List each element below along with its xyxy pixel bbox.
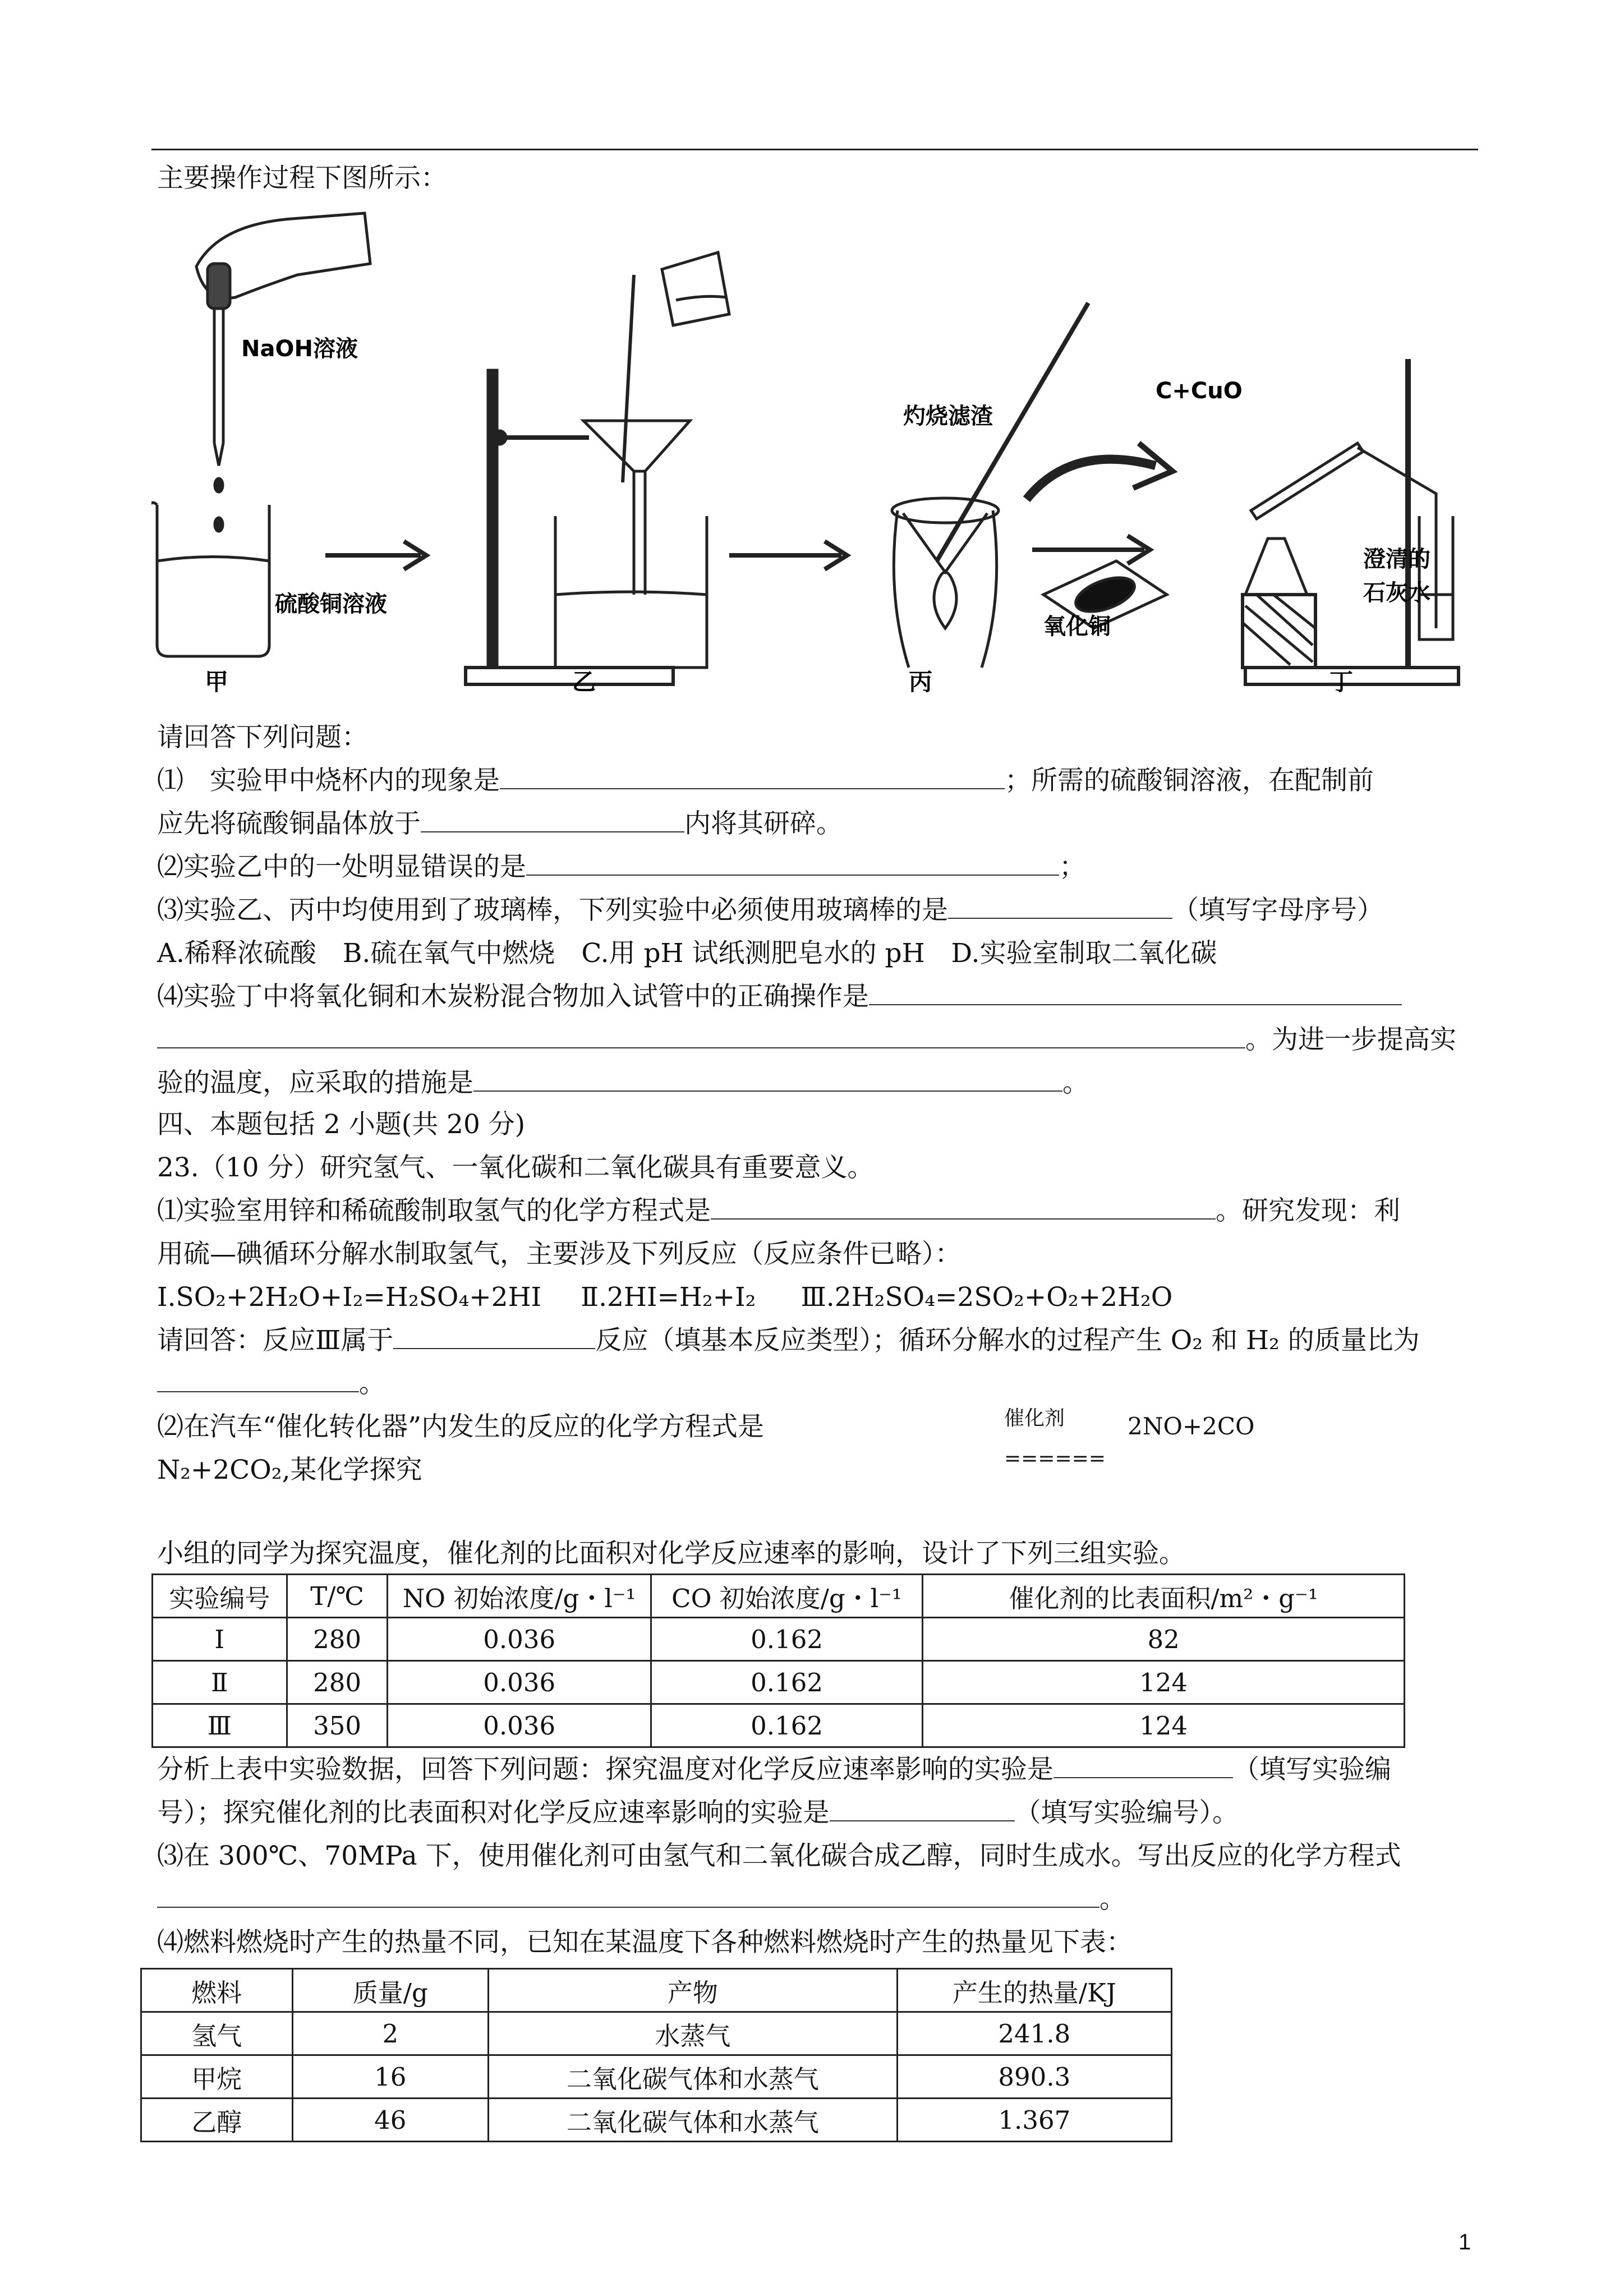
questions-head: 请回答下列问题： — [157, 722, 368, 753]
table-cell: 0.162 — [651, 1618, 922, 1661]
iron-stand-icon — [488, 370, 497, 668]
table-cell: 16 — [292, 2055, 488, 2099]
table-cell: 280 — [287, 1618, 388, 1661]
table-cell: 二氧化碳气体和水蒸气 — [489, 2099, 898, 2142]
page-number: 1 — [1459, 2230, 1471, 2254]
table-row — [141, 2099, 1172, 2142]
table-header-cell: NO 初始浓度/g・l⁻¹ — [388, 1575, 651, 1618]
answer-blank[interactable] — [473, 1068, 1062, 1092]
answer-blank[interactable] — [830, 1798, 1015, 1821]
question-1a — [157, 764, 1478, 798]
pouring-beaker-icon — [662, 252, 729, 325]
label-naoh: NaOH溶液 — [241, 336, 358, 362]
answer-blank[interactable] — [157, 1025, 1245, 1048]
q23-part2b: N₂+2CO₂,某化学探究 — [157, 1455, 422, 1485]
question-4a — [157, 980, 1478, 1014]
table-cell: 82 — [923, 1618, 1405, 1661]
table-cell: 甲烷 — [141, 2055, 293, 2099]
experiment-table — [151, 1573, 1405, 1748]
q4d-text: 。 — [1062, 1068, 1089, 1098]
table-cell: Ⅱ — [153, 1661, 287, 1704]
dropper-bulb-icon — [208, 264, 230, 309]
table-cell: 241.8 — [897, 2012, 1171, 2055]
caption-bing: 丙 — [909, 668, 933, 696]
q2a-text: ⑵实验乙中的一处明显错误的是 — [157, 852, 526, 882]
table-row — [141, 2055, 1172, 2099]
q23-part1d — [157, 1367, 1478, 1401]
table-header-cell: 催化剂的比表面积/m²・g⁻¹ — [923, 1575, 1405, 1618]
eq-equals: ====== — [1004, 1447, 1106, 1470]
q23-title: 23.（10 分）研究氢气、一氧化碳和二氧化碳具有重要意义。 — [157, 1152, 874, 1183]
table-header-cell: 实验编号 — [153, 1575, 287, 1618]
q1a-text: ⑴ 实验甲中烧杯内的现象是 — [157, 765, 500, 796]
label-limewater-1: 澄清的 — [1363, 546, 1430, 572]
table-cell: 乙醇 — [141, 2099, 293, 2142]
question-2 — [157, 850, 1478, 884]
answer-blank[interactable] — [711, 1196, 1216, 1220]
q23-part2e — [157, 1796, 1478, 1830]
section-heading: 四、本题包括 2 小题(共 20 分) — [157, 1109, 526, 1140]
intro-text: 主要操作过程下图所示： — [157, 163, 447, 194]
q23-part2a: ⑵在汽车“催化转化器”内发生的反应的化学方程式是 — [157, 1411, 765, 1442]
p1a-text: ⑴实验室用锌和稀硫酸制取氢气的化学方程式是 — [157, 1195, 711, 1226]
q23-part4: ⑷燃料燃烧时产生的热量不同，已知在某温度下各种燃料燃烧时产生的热量见下表： — [157, 1927, 1133, 1958]
table-row — [153, 1704, 1405, 1747]
tripod-icon — [894, 510, 996, 668]
answer-blank[interactable] — [526, 852, 1059, 876]
q23-part2d — [157, 1753, 1478, 1787]
q23-part1a — [157, 1194, 1478, 1228]
label-ccuo: C+CuO — [1156, 378, 1243, 404]
table-header-row — [153, 1575, 1405, 1618]
table-header-cell: 燃料 — [141, 1969, 293, 2012]
caption-ding: 丁 — [1329, 668, 1354, 696]
table-cell: 0.162 — [651, 1661, 922, 1704]
caption-yi: 乙 — [572, 668, 596, 696]
table-header-cell: 产物 — [489, 1969, 898, 2012]
header-rule — [151, 149, 1478, 150]
reaction-1: Ⅰ.SO₂+2H₂O+I₂=H₂SO₄+2HI — [157, 1282, 542, 1313]
table-cell: 二氧化碳气体和水蒸气 — [489, 2055, 898, 2099]
alcohol-lamp-icon — [1245, 539, 1307, 595]
table-cell: 350 — [287, 1704, 388, 1747]
apparatus-figure — [151, 202, 1478, 696]
answer-blank[interactable] — [421, 809, 684, 832]
q23-part3a: ⑶在 300℃、70MPa 下，使用催化剂可由氢气和二氧化碳合成乙醇，同时生成水。写出反应的化学方程式 — [157, 1841, 1401, 1871]
p1b-text: 。研究发现：利 — [1216, 1195, 1400, 1226]
answer-blank[interactable] — [157, 1369, 359, 1392]
caption-jia: 甲 — [205, 668, 229, 696]
table-cell: 124 — [923, 1704, 1405, 1747]
p3b-text: 。 — [1099, 1884, 1126, 1915]
table-cell: 0.036 — [388, 1618, 651, 1661]
beaker-icon — [157, 505, 269, 656]
q1d-text: 内将其研碎。 — [684, 808, 843, 839]
question-4b — [157, 1023, 1478, 1057]
q3a-text: ⑶实验乙、丙中均使用到了玻璃棒，下列实验中必须使用玻璃棒的是 — [157, 895, 948, 926]
q4a-text: ⑷实验丁中将氧化铜和木炭粉混合物加入试管中的正确操作是 — [157, 981, 869, 1012]
label-cuo: 氧化铜 — [1043, 614, 1111, 639]
fuel-table — [140, 1968, 1172, 2142]
table-cell: 氢气 — [141, 2012, 293, 2055]
q4b-text: 。为进一步提高实 — [1245, 1024, 1456, 1055]
flame-icon — [934, 572, 956, 628]
q4c-text: 验的温度，应采取的措施是 — [157, 1068, 473, 1098]
table-header-cell: CO 初始浓度/g・l⁻¹ — [651, 1575, 922, 1618]
table-cell: 124 — [923, 1661, 1405, 1704]
p2g-text: （填写实验编号）。 — [1014, 1797, 1239, 1828]
table-cell: 890.3 — [897, 2055, 1171, 2099]
p2d-text: 分析上表中实验数据，回答下列问题：探究温度对化学反应速率影响的实验是 — [157, 1754, 1053, 1785]
answer-blank[interactable] — [869, 982, 1402, 1005]
q23-part1c — [157, 1324, 1478, 1358]
p2f-text: 号）；探究催化剂的比表面积对化学反应速率影响的实验是 — [157, 1797, 830, 1828]
eq-reactants: 2NO+2CO — [1128, 1412, 1255, 1440]
reaction-3: Ⅲ.2H₂SO₄=2SO₂+O₂+2H₂O — [801, 1282, 1173, 1313]
table-header-cell: 产生的热量/KJ — [897, 1969, 1171, 2012]
label-cuso4: 硫酸铜溶液 — [275, 591, 387, 617]
reactions-line — [157, 1281, 1478, 1314]
q3b-text: （填写字母序号） — [1172, 895, 1383, 926]
table-cell: 水蒸气 — [489, 2012, 898, 2055]
q1c-text: 应先将硫酸铜晶体放于 — [157, 808, 421, 839]
question-4c — [157, 1066, 1478, 1100]
table-row — [153, 1661, 1405, 1704]
table-header-cell: 质量/g — [292, 1969, 488, 2012]
question-3-options: A.稀释浓硫酸 B.硫在氧气中燃烧 C.用 pH 试纸测肥皂水的 pH D.实验室制取二氧化碳 — [157, 938, 1217, 969]
answer-blank[interactable] — [500, 766, 1005, 789]
table-header-cell: T/℃ — [287, 1575, 388, 1618]
q23-part1b: 用硫—碘循环分解水制取氢气，主要涉及下列反应（反应条件已略）： — [157, 1239, 961, 1269]
answer-blank[interactable] — [948, 895, 1172, 919]
table-cell: Ⅲ — [153, 1704, 287, 1747]
q23-part3b — [157, 1883, 1478, 1916]
test-tube-icon — [1251, 443, 1363, 519]
table-cell: 0.036 — [388, 1661, 651, 1704]
table-cell: 0.162 — [651, 1704, 922, 1747]
catalyst-label: 催化剂 — [1004, 1407, 1065, 1430]
p1d-text: 请回答：反应Ⅲ属于 — [157, 1325, 394, 1356]
q2b-text: ； — [1059, 852, 1085, 882]
table-cell: Ⅰ — [153, 1618, 287, 1661]
question-1b — [157, 807, 1478, 841]
table-row — [141, 2012, 1172, 2055]
table-cell: 46 — [292, 2099, 488, 2142]
p2e-text: （填写实验编 — [1233, 1754, 1391, 1785]
answer-blank[interactable] — [1053, 1755, 1233, 1778]
label-burn: 灼烧滤渣 — [903, 403, 993, 429]
funnel-icon — [583, 421, 690, 471]
table-row — [153, 1618, 1405, 1661]
answer-blank[interactable] — [157, 1884, 1099, 1908]
table-cell: 1.367 — [897, 2099, 1171, 2142]
table-cell: 2 — [292, 2012, 488, 2055]
q23-part2c: 小组的同学为探究温度，催化剂的比面积对化学反应速率的影响，设计了下列三组实验。 — [157, 1538, 1185, 1569]
label-limewater-2: 石灰水 — [1363, 580, 1430, 606]
p1e-text: 反应（填基本反应类型）；循环分解水的过程产生 O₂ 和 H₂ 的质量比为 — [595, 1325, 1420, 1356]
question-3 — [157, 894, 1478, 927]
q1b-text: ；所需的硫酸铜溶液，在配制前 — [1005, 765, 1374, 796]
reaction-2: Ⅱ.2HI=H₂+I₂ — [581, 1282, 756, 1313]
table-cell: 280 — [287, 1661, 388, 1704]
p1f-text: 。 — [359, 1368, 385, 1399]
answer-blank[interactable] — [393, 1326, 595, 1349]
table-cell: 0.036 — [388, 1704, 651, 1747]
table-header-row — [141, 1969, 1172, 2012]
